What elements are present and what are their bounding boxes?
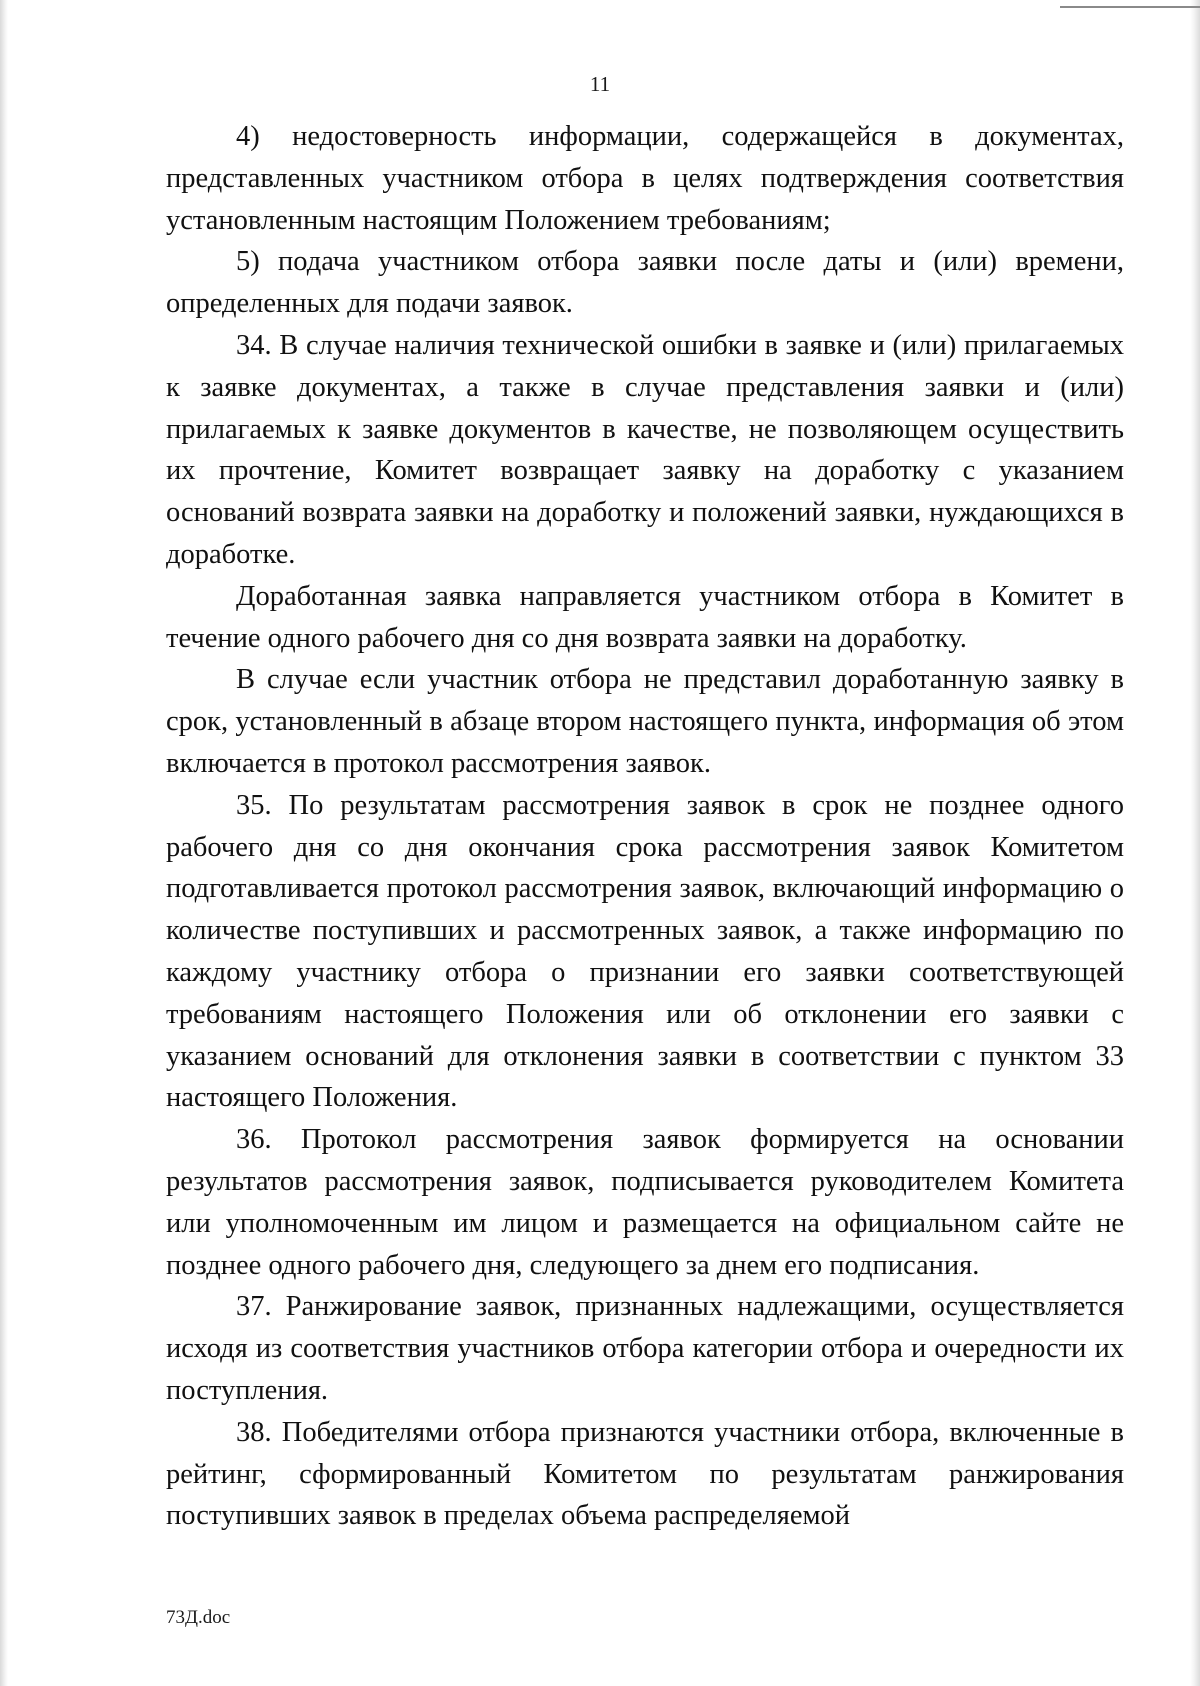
paragraph-clause-38: 38. Победителями отбора признаются участники отбора, включенные в рейтинг, сформированный Комитетом по результатам ранжирования поступивших заявок в пределах объема распределяемой: [166, 1416, 1124, 1532]
paragraph-clause-34-not-submitted: В случае если участник отбора не представил доработанную заявку в срок, установленный в абзаце втором настоящего пункта, информация об этом включается в протокол рассмотрения заявок.: [166, 664, 1124, 779]
page-number: 11: [589, 72, 611, 96]
scan-line-top: [1060, 6, 1200, 8]
scan-edge-left: [0, 0, 8, 1686]
document-body: [166, 116, 1124, 1537]
paragraph-clause-37: 37. Ранжирование заявок, признанных надлежащими, осуществляется исходя из соответствия участников отбора категории отбора и очередности их поступления.: [166, 1291, 1124, 1406]
scan-edge-right: [1190, 0, 1200, 1686]
footer-file-name: 73Д.doc: [166, 1607, 231, 1628]
paragraph-clause-35: 35. По результатам рассмотрения заявок в срок не позднее одного рабочего дня со дня окончания срока рассмотрения заявок Комитетом подготавливается протокол рассмотрения заявок, включающий информацию о количестве поступивших и рассмотренных заявок, а также информацию по каждому участнику отбора о признании его заявки соответствующей требованиям настоящего Положения или об отклонении его заявки с указанием оснований для отклонения заявки в соответствии с пунктом 33 настоящего Положения.: [166, 789, 1124, 1114]
paragraph-clause-36: 36. Протокол рассмотрения заявок формируется на основании результатов рассмотрения заявок, подписывается руководителем Комитета или уполномоченным им лицом и размещается на официальном сайте не позднее одного рабочего дня, следующего за днем его подписания.: [166, 1124, 1124, 1281]
paragraph-item-5: 5) подача участником отбора заявки после даты и (или) времени, определенных для подачи заявок.: [166, 246, 1124, 320]
paragraph-clause-34: 34. В случае наличия технической ошибки в заявке и (или) прилагаемых к заявке документах, а также в случае представления заявки и (или) прилагаемых к заявке документов в качестве, не позволяющем осуществить их прочтение, Комитет возвращает заявку на доработку с указанием оснований возврата заявки на доработку и положений заявки, нуждающихся в доработке.: [166, 329, 1124, 570]
paragraph-item-4: 4) недостоверность информации, содержащейся в документах, представленных участником отбора в целях подтверждения соответствия установленным настоящим Положением требованиям;: [166, 121, 1124, 236]
paragraph-clause-34-revised-application: Доработанная заявка направляется участником отбора в Комитет в течение одного рабочего дня со дня возврата заявки на доработку.: [166, 580, 1124, 654]
